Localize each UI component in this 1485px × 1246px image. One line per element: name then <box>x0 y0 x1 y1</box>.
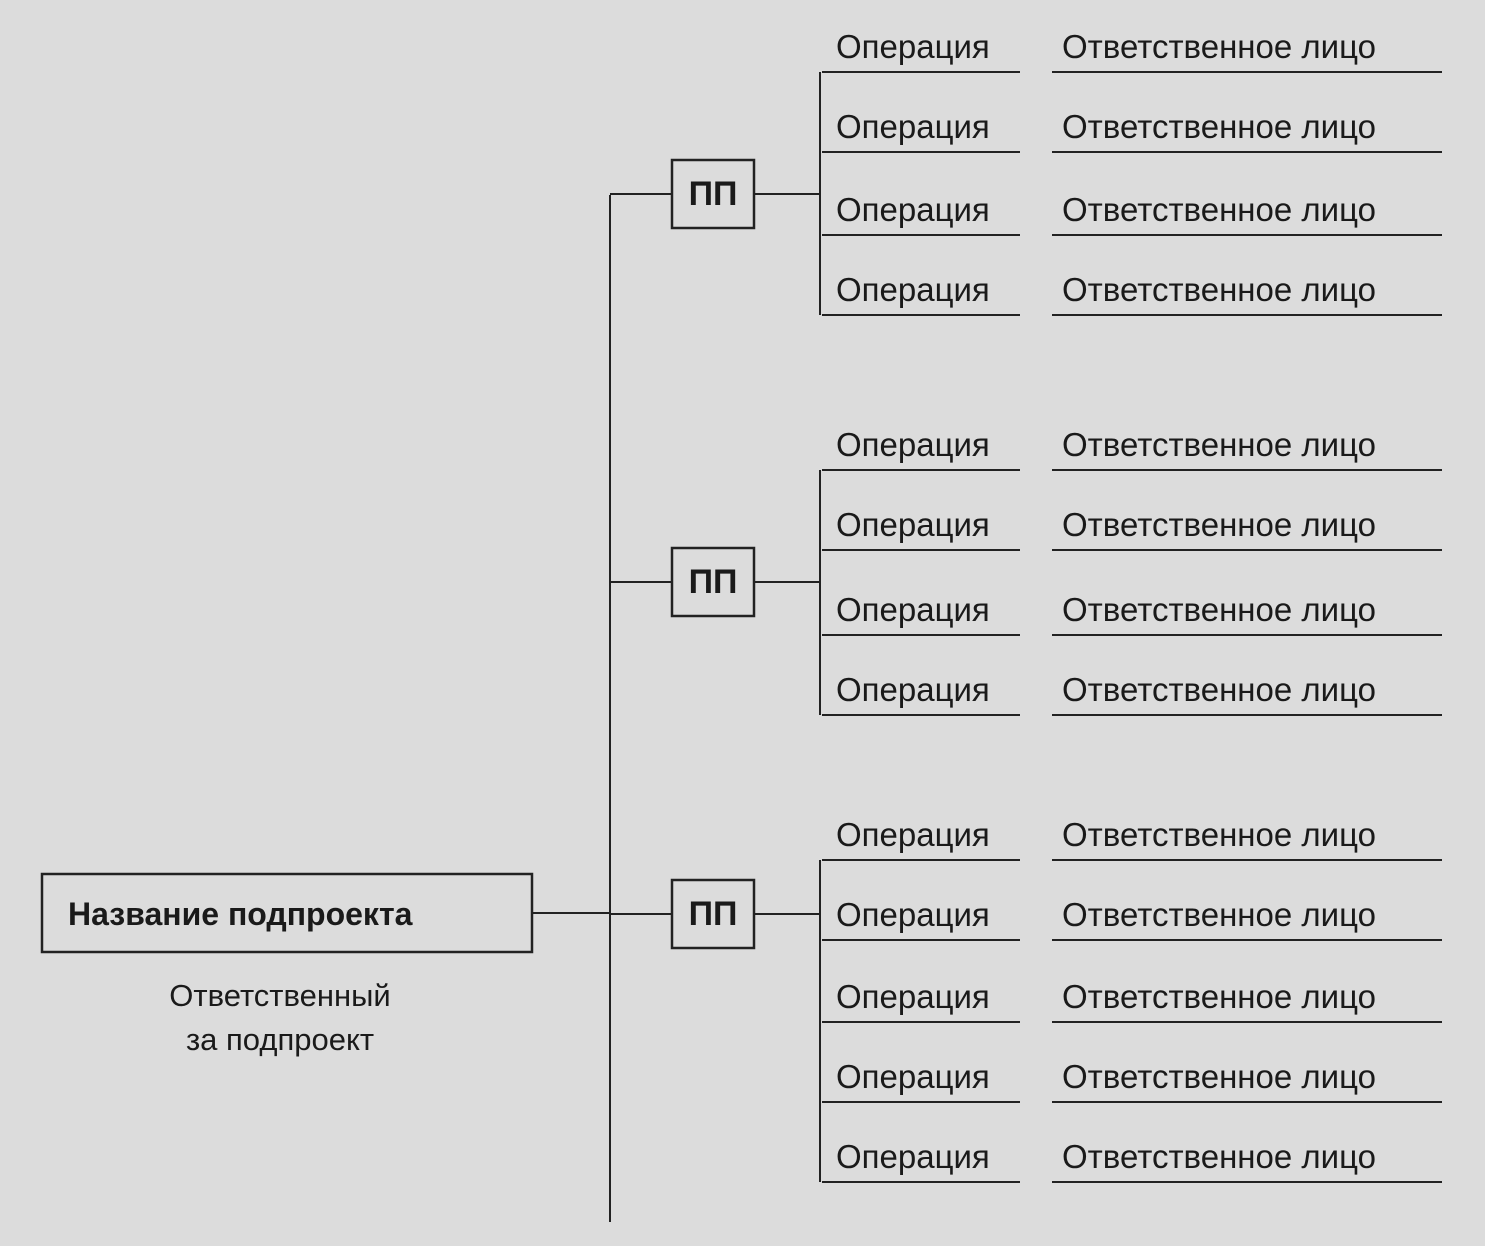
subproject-responsible-line1: Ответственный <box>169 978 391 1013</box>
subproject-title: Название подпроекта <box>68 896 413 932</box>
pp-label-2: ПП <box>688 562 738 601</box>
responsible-label: Ответственное лицо <box>1062 978 1376 1015</box>
responsible-label: Ответственное лицо <box>1062 1058 1376 1095</box>
operation-label: Операция <box>836 271 990 308</box>
responsible-label: Ответственное лицо <box>1062 28 1376 65</box>
pp-label-1: ПП <box>688 174 738 213</box>
operation-label: Операция <box>836 1138 990 1175</box>
operation-label: Операция <box>836 591 990 628</box>
operation-label: Операция <box>836 896 990 933</box>
operation-label: Операция <box>836 191 990 228</box>
operation-label: Операция <box>836 978 990 1015</box>
responsible-label: Ответственное лицо <box>1062 271 1376 308</box>
responsible-label: Ответственное лицо <box>1062 671 1376 708</box>
operation-label: Операция <box>836 816 990 853</box>
operation-label: Операция <box>836 671 990 708</box>
subproject-responsible <box>130 974 430 1062</box>
responsible-label: Ответственное лицо <box>1062 426 1376 463</box>
responsible-label: Ответственное лицо <box>1062 1138 1376 1175</box>
operation-label: Операция <box>836 108 990 145</box>
responsible-label: Ответственное лицо <box>1062 816 1376 853</box>
pp-label-3: ПП <box>688 894 738 933</box>
responsible-label: Ответственное лицо <box>1062 506 1376 543</box>
responsible-label: Ответственное лицо <box>1062 896 1376 933</box>
operation-label: Операция <box>836 506 990 543</box>
responsible-label: Ответственное лицо <box>1062 191 1376 228</box>
subproject-responsible-line2: за подпроект <box>185 1022 375 1057</box>
operation-label: Операция <box>836 426 990 463</box>
responsible-label: Ответственное лицо <box>1062 591 1376 628</box>
operation-label: Операция <box>836 28 990 65</box>
responsible-label: Ответственное лицо <box>1062 108 1376 145</box>
operation-label: Операция <box>836 1058 990 1095</box>
